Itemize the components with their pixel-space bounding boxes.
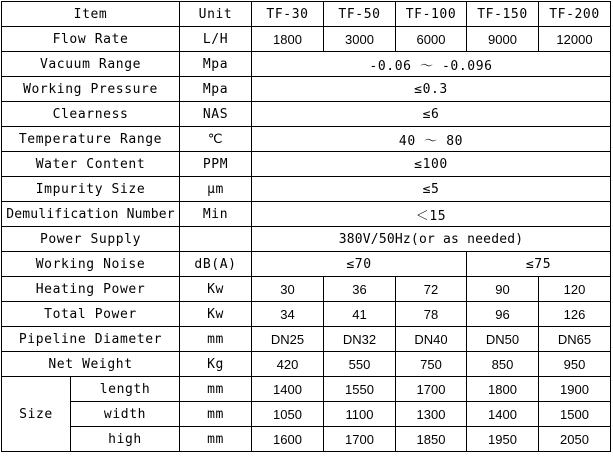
cell-value: 850 — [467, 352, 539, 377]
working-pressure-row — [2, 77, 611, 102]
cell-value: 1850 — [396, 427, 467, 452]
row-label: Flow Rate — [2, 27, 180, 52]
cell-value: 1600 — [252, 427, 324, 452]
row-label: Vacuum Range — [2, 52, 180, 77]
row-unit: ℃ — [180, 127, 252, 152]
power-supply-row — [2, 227, 611, 252]
cell-value: 126 — [539, 302, 611, 327]
cell-value: 30 — [252, 277, 324, 302]
row-unit: μm — [180, 177, 252, 202]
cell-value: DN32 — [324, 327, 396, 352]
header-model: TF-100 — [396, 2, 467, 27]
cell-value: 2050 — [539, 427, 611, 452]
size-width-row — [2, 402, 611, 427]
row-unit — [180, 227, 252, 252]
total-power-row — [2, 302, 611, 327]
cell-value: 3000 — [324, 27, 396, 52]
cell-value: 12000 — [539, 27, 611, 52]
row-label: Demulification Number — [2, 202, 180, 227]
row-label: Impurity Size — [2, 177, 180, 202]
cell-value: 1800 — [252, 27, 324, 52]
row-unit: Mpa — [180, 52, 252, 77]
row-unit: dB(A) — [180, 252, 252, 277]
water-content-row — [2, 152, 611, 177]
row-label: Clearness — [2, 102, 180, 127]
vacuum-range-row — [2, 52, 611, 77]
row-label: Net Weight — [2, 352, 180, 377]
cell-value: 1700 — [324, 427, 396, 452]
cell-value: -0.06 ～ -0.096 — [252, 52, 611, 77]
spec-table — [1, 1, 611, 452]
cell-value: ≤5 — [252, 177, 611, 202]
row-unit: Mpa — [180, 77, 252, 102]
working-noise-row — [2, 252, 611, 277]
cell-value: 41 — [324, 302, 396, 327]
cell-value: 40 ～ 80 — [252, 127, 611, 152]
cell-value: 1300 — [396, 402, 467, 427]
size-length-row — [2, 377, 611, 402]
net-weight-row — [2, 352, 611, 377]
heating-power-row — [2, 277, 611, 302]
cell-value: ≤6 — [252, 102, 611, 127]
impurity-size-row — [2, 177, 611, 202]
row-unit: mm — [180, 377, 252, 402]
row-label: Working Pressure — [2, 77, 180, 102]
header-item: Item — [2, 2, 180, 27]
cell-value: ≤75 — [467, 252, 611, 277]
header-row — [2, 2, 611, 27]
size-high-row — [2, 427, 611, 452]
cell-value: 550 — [324, 352, 396, 377]
cell-value: 380V/50Hz(or as needed) — [252, 227, 611, 252]
row-unit: NAS — [180, 102, 252, 127]
cell-value: 34 — [252, 302, 324, 327]
cell-value: ≤0.3 — [252, 77, 611, 102]
cell-value: 1400 — [252, 377, 324, 402]
cell-value: 120 — [539, 277, 611, 302]
flow-rate-row — [2, 27, 611, 52]
header-unit: Unit — [180, 2, 252, 27]
header-model: TF-200 — [539, 2, 611, 27]
row-label: length — [71, 377, 180, 402]
row-label: Temperature Range — [2, 127, 180, 152]
cell-value: 420 — [252, 352, 324, 377]
demulsification-number-row — [2, 202, 611, 227]
row-unit: mm — [180, 427, 252, 452]
cell-value: ＜15 — [252, 202, 611, 227]
cell-value: 750 — [396, 352, 467, 377]
pipeline-diameter-row — [2, 327, 611, 352]
row-label: Working Noise — [2, 252, 180, 277]
header-model: TF-150 — [467, 2, 539, 27]
cell-value: DN50 — [467, 327, 539, 352]
cell-value: 90 — [467, 277, 539, 302]
header-model: TF-30 — [252, 2, 324, 27]
header-model: TF-50 — [324, 2, 396, 27]
cell-value: 78 — [396, 302, 467, 327]
cell-value: DN40 — [396, 327, 467, 352]
cell-value: ≤70 — [252, 252, 467, 277]
row-unit: mm — [180, 327, 252, 352]
row-label: width — [71, 402, 180, 427]
cell-value: 1900 — [539, 377, 611, 402]
cell-value: 950 — [539, 352, 611, 377]
row-label: Heating Power — [2, 277, 180, 302]
row-unit: mm — [180, 402, 252, 427]
cell-value: 72 — [396, 277, 467, 302]
size-label: Size — [2, 377, 71, 452]
cell-value: DN65 — [539, 327, 611, 352]
temperature-range-row — [2, 127, 611, 152]
cell-value: 1100 — [324, 402, 396, 427]
cell-value: 96 — [467, 302, 539, 327]
row-unit: PPM — [180, 152, 252, 177]
cell-value: 1400 — [467, 402, 539, 427]
row-label: Power Supply — [2, 227, 180, 252]
cell-value: 1500 — [539, 402, 611, 427]
row-label: Water Content — [2, 152, 180, 177]
cell-value: 1550 — [324, 377, 396, 402]
row-unit: Min — [180, 202, 252, 227]
row-unit: L/H — [180, 27, 252, 52]
cell-value: DN25 — [252, 327, 324, 352]
row-label: high — [71, 427, 180, 452]
row-unit: Kw — [180, 302, 252, 327]
cell-value: 9000 — [467, 27, 539, 52]
cell-value: 1800 — [467, 377, 539, 402]
clearness-row — [2, 102, 611, 127]
cell-value: 1700 — [396, 377, 467, 402]
cell-value: 6000 — [396, 27, 467, 52]
cell-value: 36 — [324, 277, 396, 302]
cell-value: 1950 — [467, 427, 539, 452]
row-unit: Kg — [180, 352, 252, 377]
row-unit: Kw — [180, 277, 252, 302]
cell-value: ≤100 — [252, 152, 611, 177]
cell-value: 1050 — [252, 402, 324, 427]
row-label: Pipeline Diameter — [2, 327, 180, 352]
row-label: Total Power — [2, 302, 180, 327]
